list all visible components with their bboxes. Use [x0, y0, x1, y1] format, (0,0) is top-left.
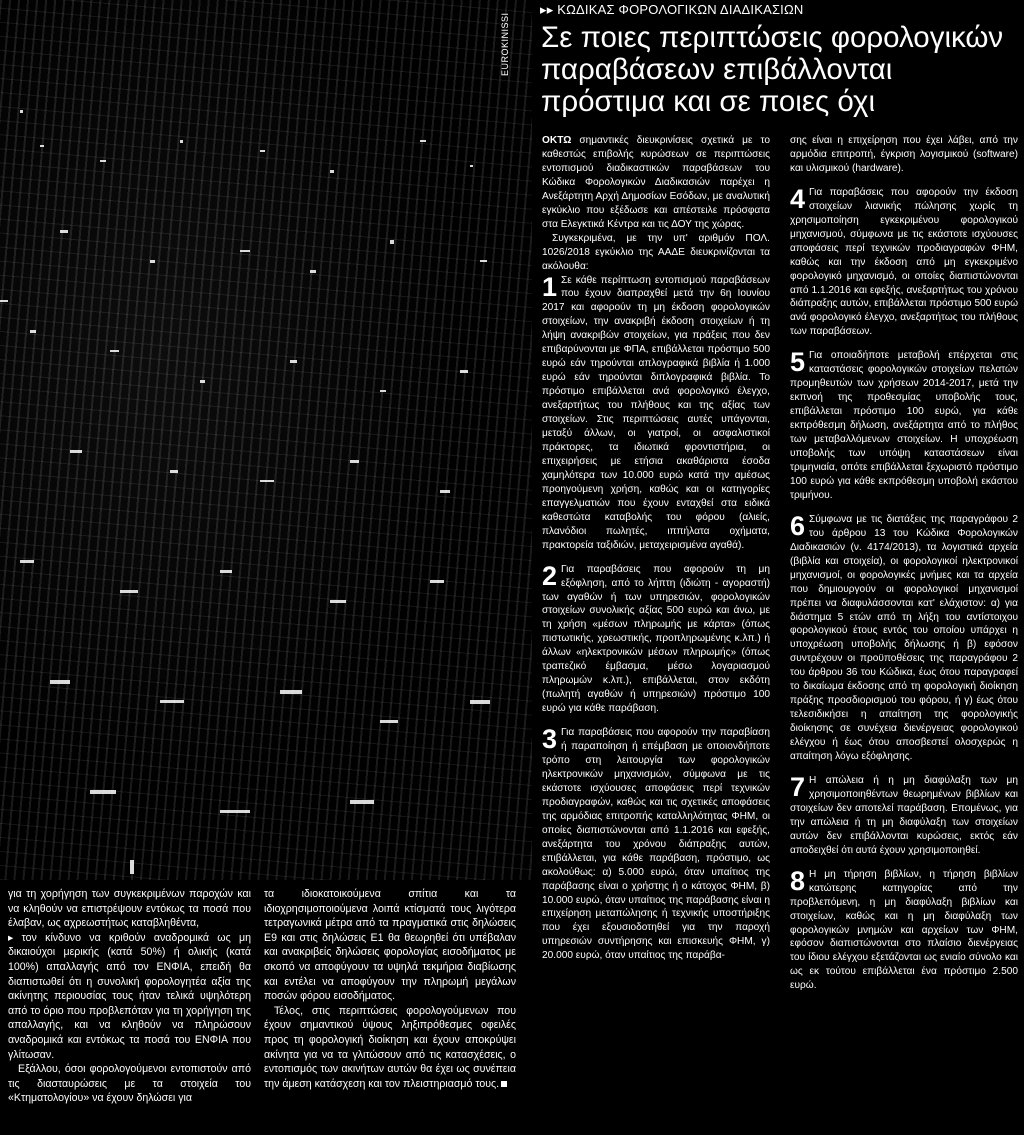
- photo-illustration: [0, 0, 532, 880]
- article-intro: [542, 134, 770, 232]
- point-7: [790, 771, 1018, 858]
- point-6: [790, 510, 1018, 764]
- middle-column: [264, 887, 516, 1091]
- city-night-photo: [0, 0, 532, 880]
- intro-text: σημαντικές διευκρινίσεις σχετικά με το καθεστώς επιβολής κυρώσεων σε περιπτώσεις εντοπισμού διαδικαστικών παραβάσεων του Κώδικα Φορολογικών Διαδικασιών παρέχει η Ανεξάρτητη Αρχή Δημοσίων Εσόδων, με αναλυτική εγκύκλιο που εξέδωσε και απέστειλε πρόσφατα στα Ελεγκτικά Κέντρα και τις ΔΟΥ της χώρας.: [542, 135, 770, 230]
- point-text: Για παραβάσεις που αφορούν τη μη εξόφληση, από το λήπτη (ιδιώτη - αγοραστή) των αγαθών ή των υπηρεσιών, φορολογικών στοιχείων συνολικής αξίας 500 ευρώ και άνω, με τη χρήση «μέσων πληρωμής με κάρτα» (όπως πιστωτικής, χρεωστικής, προπληρωμένης κ.λπ.) ή άλλων «ηλεκτρονικών μέσων πληρωμής» (όπως τραπεζικό έμβασμα, μέσω λογαριασμού πληρωμών κ.λπ.), επιβάλλεται, στον εκδότη (πωλητή αγαθών ή υπηρεσιών) πρόστιμο 100 ευρώ για κάθε παράβαση.: [542, 563, 770, 715]
- article-column-1: [542, 134, 770, 963]
- point-8: [790, 865, 1018, 994]
- continuation: σης είναι η επιχείρηση που έχει λάβει, από την αρμόδια επιτροπή, έγκριση λογισμικού (software) και υλισμικού (hardware).: [790, 135, 1018, 174]
- point-text: Η απώλεια ή η μη διαφύλαξη των μη χρησιμοποιηθέντων θεωρημένων βιβλίων και στοιχείων δεν αποτελεί παράβαση. Επομένως, για την απώλεια ή τη μη διαφύλαξη των στοιχείων αυτών δεν επιβάλλονται κυρώσεις, εκτός εάν αποδειχθεί ότι αυτά έχουν χρησιμοποιηθεί.: [790, 774, 1018, 856]
- point-2: [542, 560, 770, 716]
- middle-paragraph-text: Τέλος, στις περιπτώσεις φορολογούμενων που έχουν σημαντικού ύψους ληξιπρόθεσμες οφειλές προς τη φορολογική διοίκηση και έχουν αποκρύψει ακίνητα για να τα γλιτώσουν από τις κατασχέσεις, ο εντοπισμός των ακινήτων αυτών θα έχει ως συνέπεια την άμεση κατάσχεση και τον πλειστηριασμό τους.: [264, 1004, 516, 1090]
- point-4: [790, 183, 1018, 339]
- point-text: Για παραβάσεις που αφορούν την παραβίαση ή παραποίηση ή επέμβαση με οποιονδήποτε τρόπο στη λειτουργία των φορολογικών ηλεκτρονικών μηχανισμών, σύμφωνα με τις εκάστοτε ισχύουσες αποφάσεις περί τεχνικών προδιαγραφών, καθώς και τις σχετικές αποφάσεις της αρμόδιας επιτροπής καταλληλότητας ΦΗΜ, οι οποίες διαπιστώνονται από 1.1.2016 και εφεξής, ανεξάρτητα του χρόνου διάπραξης αυτών, επιβάλλεται, για κάθε παράβαση, πρόστιμο, ως ακολούθως: α) 5.000 ευρώ, όταν υπαίτιος της παράβασης είναι ο χρήστης ή ο κάτοχος ΦΗΜ, β) 10.000 ευρώ, όταν υπαίτιος της παράβασης είναι η επιχείρηση μεταπώλησης ή τεχνικής υποστήριξης που έχει εξουσιοδοτηθεί για την παροχή υπηρεσιών συντήρησης και επισκευής ΦΗΜ, γ) 20.000 ευρώ, όταν υπαίτιος της παράβα-: [542, 727, 770, 962]
- point-number: 4: [790, 183, 806, 214]
- left-paragraph: ▸ τον κίνδυνο να κριθούν αναδρομικά ως μη δικαιούχοι μερικής (κατά 50%) ή ολικής (κατά 100%) απαλλαγής από τον ΕΝΦΙΑ, επειδή θα διαπιστωθεί ότι η συνολική φορολογητέα αξία της ακίνητης περιουσίας τους ήταν τελικά υψηλότερη από το όριο που προβλεπόταν για τη χορήγηση της απαλλαγής, και να κληθούν να πληρώσουν αναδρομικά και εντόκως τα ποσά του ΕΝΦΙΑ που γλίτωσαν.: [8, 931, 251, 1061]
- point-number: 7: [790, 771, 806, 802]
- point-number: 6: [790, 510, 806, 541]
- middle-paragraph: [264, 1004, 516, 1092]
- point-number: 8: [790, 865, 806, 896]
- end-mark: [501, 1081, 507, 1087]
- point-text: Η μη τήρηση βιβλίων, η τήρηση βιβλίων κατώτερης κατηγορίας από την προβλεπόμενη, η μη διαφύλαξη βιβλίων και στοιχείων, καθώς και η μη διαφύλαξη των φορολογικών μνημών και αρχείων των ΦΗΜ, εφόσον διαπιστώνονται στο πλαίσιο διενέργειας του ίδιου ελέγχου εξετάζονται ως ενιαίο σύνολο και ως εκ τούτου επιβάλλεται ένα πρόστιμο 2.500 ευρώ.: [790, 868, 1018, 992]
- point-text: Για οποιαδήποτε μεταβολή επέρχεται στις καταστάσεις φορολογικών στοιχείων πελατών προμηθευτών των χρήσεων 2014-2017, μετά την εκπνοή της προθεσμίας υποβολής τους, επιβάλλεται πρόστιμο 100 ευρώ, για κάθε εκπρόθεσμη δήλωση, ανεξάρτητα από το πλήθος των μεταβαλλόμενων στοιχείων. Η υποχρέωση υποβολής των υπόψη καταστάσεων είναι τριμηνιαία, οπότε επιβάλλεται ξεχωριστό πρόστιμο 100 ευρώ για κάθε εκπρόθεσμη υποβολή εκάστου τριμήνου.: [790, 350, 1018, 501]
- point-text: Για παραβάσεις που αφορούν την έκδοση στοιχείων λιανικής πώλησης χωρίς τη χρησιμοποίηση εγκεκριμένου φορολογικού μηχανισμού, σύμφωνα με τις εκάστοτε ισχύουσες αποφάσεις περί τεχνικών προδιαγραφών ΦΗΜ, καθώς και την έκδοση από μη εγκεκριμένο φορολογικό μηχανισμό, οι οποίες διαπιστώνονται από 1.1.2016 και εφεξής, ανεξαρτήτως του χρόνου διάπραξης αυτών, επιβάλλεται πρόστιμο 500 ευρώ ανά φορολογικό έλεγχο, ανεξαρτήτως του πλήθους των παραβάσεων.: [790, 186, 1018, 338]
- point-number: 1: [542, 271, 558, 302]
- article-column-2: [790, 134, 1018, 993]
- left-paragraph: Εξάλλου, όσοι φορολογούμενοι εντοπιστούν από τις διασταυρώσεις με τα στοιχεία του «Κτηματολογίου» να έχουν δηλώσει για: [8, 1063, 251, 1105]
- point-number: 3: [542, 724, 558, 755]
- point-1: [542, 271, 770, 553]
- point-text: Σύμφωνα με τις διατάξεις της παραγράφου 2 του άρθρου 13 του Κώδικα Φορολογικών Διαδικασιών (ν. 4174/2013), τα λογιστικά αρχεία (βιβλία και στοιχεία), οι φορολογικοί ηλεκτρονικοί μηχανισμοί, οι φορολογικές μνήμες και τα αρχεία που δημιουργούν οι φορολογικοί μηχανισμοί πρέπει να διαφυλάσσονται κατ' ελάχιστον: α) για διάστημα 5 ετών από τη λήξη του αντίστοιχου φορολογικού έτους εντός του οποίου υπάρχει η υποχρέωση υποβολής δήλωσης ή β) εφόσον συντρέχουν οι προϋποθέσεις της παραγράφου 2 του άρθρου 36 του Κώδικα, έως ότου παραγραφεί το δικαίωμα έκδοσης από τη φορολογική διοίκηση πράξης προσδιορισμού του φόρου, ή γ) έως ότου τελεσιδικήσει η απαίτηση της φορολογικής διοίκησης σε συνέχεια διενέργειας φορολογικού ελέγχου ή έως ότου αποσβεστεί ολοσχερώς η απαίτηση λόγω εξόφλησης.: [790, 513, 1018, 763]
- point-number: 5: [790, 347, 806, 378]
- article-title: Σε ποιες περιπτώσεις φορολογικών παραβάσεων επιβάλλονται πρόστιμα και σε ποιες όχι: [541, 21, 1004, 118]
- left-paragraph: για τη χορήγηση των συγκεκριμένων παροχών και να κληθούν να επιστρέψουν εντόκως τα ποσά που έλαβαν, ως αχρεωστήτως καταβληθέντα,: [8, 888, 251, 930]
- point-3: [542, 726, 770, 963]
- point-5: [790, 349, 1018, 502]
- point-number: 2: [542, 560, 558, 591]
- left-column: [8, 887, 251, 1106]
- middle-paragraph: τα ιδιοκατοικούμενα σπίτια και τα ιδιοχρησιμοποιούμενα λοιπά κτίσματά τους λιγότερα τετραγωνικά μέτρα από τα πραγματικά στις δηλώσεις Ε9 και στις δηλώσεις Ε1 θα θεωρηθεί ότι υπέβαλαν και ανακριβείς δηλώσεις φορολογίας εισοδήματος με σκοπό να αποφύγουν τα υψηλά τεκμήρια διαβίωσης και εντέλει να αποφύγουν την πληρωμή μεγάλων ποσών φόρου εισοδήματος.: [264, 888, 516, 1003]
- point-text: Σε κάθε περίπτωση εντοπισμού παραβάσεων που έχουν διαπραχθεί μετά την 6η Ιουνίου 2017 και αφορούν τη μη έκδοση φορολογικών στοιχείων, την ανακριβή έκδοση στοιχείων ή τη λήψη ανακριβών στοιχείων, για πράξεις που δεν επιβαρύνονται με ΦΠΑ, επιβάλλεται πρόστιμο 500 ευρώ εάν τηρούνται απλογραφικά βιβλία ή 1.000 ευρώ εάν τηρούνται διπλογραφικά βιβλία. Το πρόστιμο επιβάλλεται ανά φορολογικό έλεγχο, ανεξαρτήτως του πλήθους και της αξίας των στοιχείων. Στις περιπτώσεις αυτές υπάγονται, μεταξύ άλλων, οι γιατροί, οι ασφαλιστικοί πράκτορες, τα ιδιωτικά φροντιστήρια, οι επιχειρήσεις με ετήσια ακαθάριστα έσοδα χαμηλότερα των 10.000 ευρώ κατά την αμέσως προηγούμενη χρήση, καθώς και οι κατηγορίες επαγγελματιών που έχουν ενταχθεί στα ειδικά καθεστώτα καταβολής του φόρου (αλιείς, πλανόδιοι πωλητές, ιππήλατα οχήματα, πρακτορεία ταξιδιών, μεταχειρισμένα αγαθά).: [542, 274, 770, 551]
- intro-lead: ΟΚΤΩ: [542, 135, 572, 146]
- section-label: ▸▸ ΚΩΔΙΚΑΣ ΦΟΡΟΛΟΓΙΚΩΝ ΔΙΑΔΙΚΑΣΙΩΝ: [540, 2, 804, 17]
- article-intro-2: Συγκεκριμένα, με την υπ' αριθμόν ΠΟΛ. 1026/2018 εγκύκλιο της ΑΑΔΕ διευκρινίζονται τα ακόλουθα:: [542, 232, 770, 272]
- photo-credit: EUROKINISSI: [500, 12, 510, 76]
